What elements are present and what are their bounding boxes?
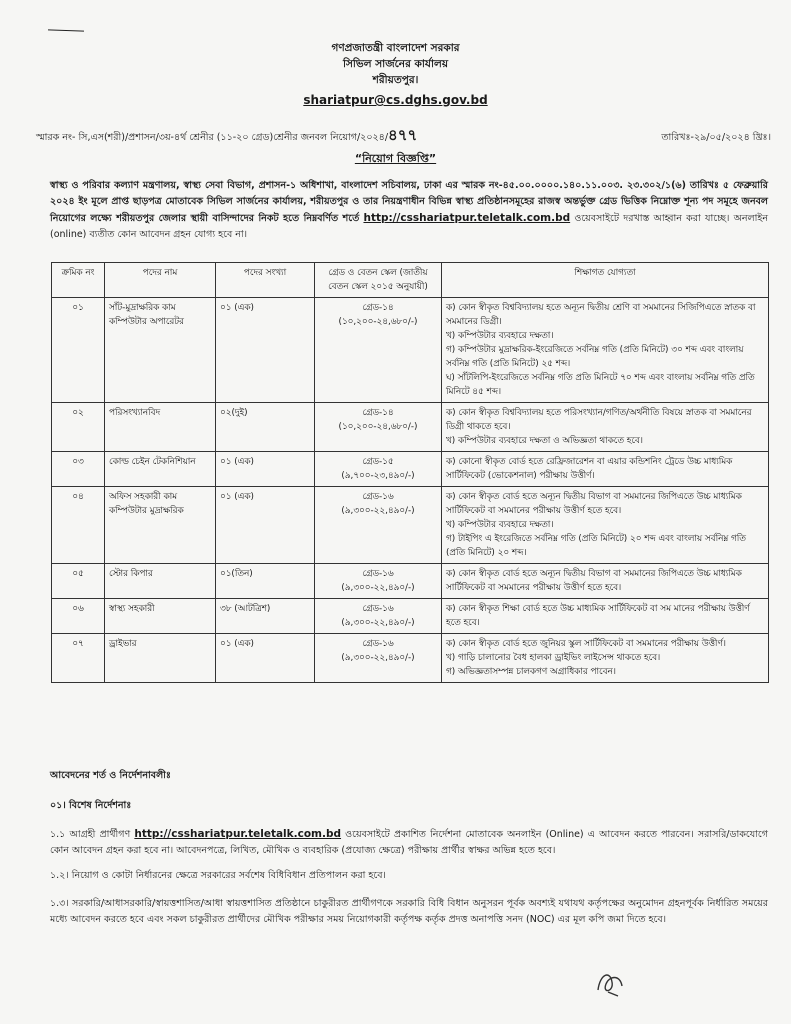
pay-scale: (৯,৩০০-২২,৪৯০/-) xyxy=(341,506,415,516)
row-post-count: ০১ (এক) xyxy=(216,452,315,487)
qualification-item: ক) কোন স্বীকৃত শিক্ষা বোর্ড হতে উচ্চ মাধ্যমিক সার্টিফিকেট বা সম মানের পরীক্ষায় উত্তীর্ণ হতে হবে। xyxy=(446,604,750,628)
row-post-count: ০২(দুই) xyxy=(216,403,315,452)
row-grade xyxy=(315,298,442,403)
table-row xyxy=(52,403,769,452)
row-post-name: স্বাস্থ্য সহকারী xyxy=(105,599,216,634)
row-qualifications xyxy=(442,634,769,683)
row-serial: ০১ xyxy=(52,298,105,403)
row-qualifications xyxy=(442,564,769,599)
condition-1-3: ১.৩। সরকারি/আধাসরকারি/স্বায়ত্তশাসিত/আধা স্বায়ত্তশাসিত প্রতিষ্ঠানে চাকুরীরত প্রার্থীগণকে সরকারি বিধি বিধান অনুসরন পূর্বক অবশ্যই যথাযথ কর্তৃপক্ষের অনুমোদন গ্রহনপূর্বক নির্ধারিত সময়ের মধ্যে আবেদন করতে হবে এবং সকল চাকুরীরত প্রার্থীদের মৌখিক পরীক্ষার সময় নিয়োগকারী কর্তৃপক্ষ কর্তৃক প্রদত্ত অনাপত্তি সনদ (NOC) এর মূল কপি জমা দিতে হবে। xyxy=(50,898,768,925)
letterhead xyxy=(0,40,791,108)
row-serial: ০৩ xyxy=(52,452,105,487)
row-post-name: অফিস সহকারী কাম কম্পিউটার মুদ্রাক্ষরিক xyxy=(105,487,216,564)
memo-reference xyxy=(36,124,417,149)
qualification-item: ক) কোন স্বীকৃত বিশ্ববিদ্যালয় হতে পরিসংখ্যান/গণিত/অর্থনীতি বিষয়ে স্নাতক বা সমমানের ডিগ্রী থাকতে হবে। xyxy=(446,408,752,432)
row-grade xyxy=(315,487,442,564)
row-qualifications xyxy=(442,298,769,403)
grade-label: গ্রেড-১৬ xyxy=(362,604,394,614)
teletalk-link-2[interactable]: http://csshariatpur.teletalk.com.bd xyxy=(134,828,342,840)
reference-line xyxy=(36,124,771,149)
teletalk-link[interactable]: http://csshariatpur.teletalk.com.bd xyxy=(363,212,571,224)
table-row xyxy=(52,564,769,599)
signature-mark xyxy=(590,962,630,1002)
vacancy-table xyxy=(51,262,769,683)
grade-label: গ্রেড-১৫ xyxy=(362,457,394,467)
condition-1-1 xyxy=(50,826,768,859)
row-grade xyxy=(315,634,442,683)
qualification-item: ক) কোন স্বীকৃত বিশ্ববিদ্যালয় হতে অন্যূন দ্বিতীয় শ্রেণি বা সমমানের সিজিপিএতে স্নাতক বা সমমানের ডিগ্রী। xyxy=(446,303,756,327)
row-grade xyxy=(315,452,442,487)
row-post-name: সাঁট-মুদ্রাক্ষরিক কাম কম্পিউটার অপারেটর xyxy=(105,298,216,403)
header-post-count: পদের সংখ্যা xyxy=(216,263,315,298)
condition-1-1-end: ওয়েবসাইটে প্রকাশিত নির্দেশনা মোতাবেক অনলাইন (Online) এ আবেদন করতে পারবেন। সরাসরি/ডাকযোগে কোন আবেদন গ্রহন করা হবে না। আবেদনপত্রে, লিখিত, মৌখিক ও ব্যবহারিক (প্রযোজ্য ক্ষেত্রে) পরীক্ষায় প্রার্থীর স্বাক্ষর অভিন্ন হতে হবে। xyxy=(50,829,768,856)
row-post-name: পরিসংখ্যানবিদ xyxy=(105,403,216,452)
qualification-item: খ) কম্পিউটার ব্যবহারে দক্ষতা। xyxy=(446,520,554,530)
table-row xyxy=(52,599,769,634)
condition-1-1-start: ১.১ আগ্রহী প্রার্থীগণ xyxy=(50,829,135,840)
table-row xyxy=(52,487,769,564)
office-name: সিভিল সার্জনের কার্যালয় xyxy=(342,58,449,70)
govt-name: গণপ্রজাতন্ত্রী বাংলাদেশ সরকার xyxy=(331,42,460,54)
header-qualification: শিক্ষাগত যোগ্যতা xyxy=(442,263,769,298)
conditions-heading: আবেদনের শর্ত ও নির্দেশনাবলীঃ xyxy=(50,770,171,781)
row-post-name: কোল্ড চেইন টেকনিশিয়ান xyxy=(105,452,216,487)
qualification-item: ক) কোন স্বীকৃত বোর্ড হতে অন্যূন দ্বিতীয় বিভাগ বা সমমানের জিপিএতে উচ্চ মাধ্যমিক সার্টিফিকেট বা সমমানের পরীক্ষায় উত্তীর্ণ হতে হবে। xyxy=(446,569,742,593)
pay-scale: (১০,২০০-২৪,৬৮০/-) xyxy=(338,317,418,327)
row-serial: ০৪ xyxy=(52,487,105,564)
qualification-item: গ) কম্পিউটার মুদ্রাক্ষরিক-ইংরেজিতে সর্বনিম্ন গতি (প্রতি মিনিটে) ৩০ শব্দ এবং বাংলায় সর্বনিম্ন গতি (প্রতি মিনিটে) ২৫ শব্দ। xyxy=(446,345,744,369)
pay-scale: (৯,৩০০-২২,৪৯০/-) xyxy=(341,653,415,663)
memo-date: তারিখঃ-২৯/০৫/২০২৪ খ্রিঃ। xyxy=(661,132,771,143)
row-qualifications xyxy=(442,599,769,634)
pen-mark xyxy=(48,29,84,31)
row-post-name: ড্রাইভার xyxy=(105,634,216,683)
special-instructions-heading: ০১। বিশেষ নির্দেশনাঃ xyxy=(50,800,132,811)
table-row xyxy=(52,298,769,403)
condition-1-2: ১.২। নিয়োগ ও কোটা নির্ধারনের ক্ষেত্রে সরকারের সর্বশেষ বিধিবিধান প্রতিপালন করা হবে। xyxy=(50,870,386,881)
grade-label: গ্রেড-১৬ xyxy=(362,492,394,502)
row-grade xyxy=(315,403,442,452)
table-row xyxy=(52,634,769,683)
row-serial: ০২ xyxy=(52,403,105,452)
table-row xyxy=(52,452,769,487)
memo-number: ৪৭৭ xyxy=(388,126,418,144)
qualification-item: ক) কোন স্বীকৃত বোর্ড হতে অন্যূন দ্বিতীয় বিভাগ বা সমমানের জিপিএতে উচ্চ মাধ্যমিক সার্টিফিকেট বা সমমানের পরীক্ষায় উত্তীর্ণ হতে হবে। xyxy=(446,492,742,516)
qualification-item: গ) টাইপিং এ ইংরেজিতে সর্বনিম্ন গতি (প্রতি মিনিটে) ২০ শব্দ এবং বাংলায় সর্বনিম্ন গতি (প্রতি মিনিটে) ২০ শব্দ। xyxy=(446,534,746,558)
row-post-count: ০১ (এক) xyxy=(216,634,315,683)
grade-label: গ্রেড-১৪ xyxy=(362,303,394,313)
row-serial: ০৫ xyxy=(52,564,105,599)
intro-text-end: ওয়েবসাইটে দরখাস্ত আহ্বান করা যাচ্ছে। অনলাইন (online) ব্যতীত কোন আবেদন গ্রহন যোগ্য হবে না। xyxy=(50,213,768,240)
pay-scale: (৯,৩০০-২২,৪৯০/-) xyxy=(341,618,415,628)
row-serial: ০৬ xyxy=(52,599,105,634)
qualification-item: ঘ) সাঁটলিপি-ইংরেজিতে সর্বনিম্ন গতি প্রতি মিনিটে ৭০ শব্দ এবং বাংলায় সর্বনিম্ন গতি প্রতি মিনিটে ৪৫ শব্দ। xyxy=(446,373,755,397)
grade-label: গ্রেড-১৪ xyxy=(362,408,394,418)
qualification-item: খ) গাড়ি চালানোর বৈধ হালকা ড্রাইভিং লাইসেন্স থাকতে হবে। xyxy=(446,653,661,663)
qualification-item: খ) কম্পিউটার ব্যবহারে দক্ষতা। xyxy=(446,331,554,341)
row-serial: ০৭ xyxy=(52,634,105,683)
office-location: শরীয়তপুর। xyxy=(372,74,419,86)
table-header-row xyxy=(52,263,769,298)
row-qualifications xyxy=(442,403,769,452)
qualification-item: গ) অভিজ্ঞতাসম্পন্ন চালকগণ অগ্রাধিকার পাবেন। xyxy=(446,667,616,677)
pay-scale: (১০,২০০-২৪,৬৮০/-) xyxy=(338,422,418,432)
row-post-count: ০১ (এক) xyxy=(216,298,315,403)
memo-text: স্মারক নং- সি,এস(শরী)/প্রশাসন/৩য়-৪র্থ শ্রেনীর (১১-২০ গ্রেড)শ্রেনীর জনবল নিয়োগ/২০২৪/ xyxy=(36,132,389,143)
row-post-count: ০১ (এক) xyxy=(216,487,315,564)
row-qualifications xyxy=(442,487,769,564)
qualification-item: ক) কোনো স্বীকৃত বোর্ড হতে রেফ্রিজারেশন বা এয়ার কন্ডিশনিং ট্রেডে উচ্চ মাধ্যমিক সার্টিফিকেট (ভোকেশনাল) পরীক্ষায় উত্তীর্ণ। xyxy=(446,457,733,481)
header-post-name: পদের নাম xyxy=(105,263,216,298)
intro-paragraph xyxy=(50,178,768,243)
pay-scale: (৯,৭০০-২৩,৪৯০/-) xyxy=(341,471,415,481)
notice-title: “নিয়োগ বিজ্ঞপ্তি” xyxy=(354,152,437,165)
grade-label: গ্রেড-১৬ xyxy=(362,639,394,649)
intro-text: স্বাস্থ্য ও পরিবার কল্যাণ মন্ত্রণালয়, স্বাস্থ্য সেবা বিভাগ, প্রশাসন-১ অধিশাখা, বাংলাদেশ সচিবালয়, ঢাকা এর স্মারক নং-৪৫.০০.০০০০.১৪০.১১.০০৩. ২৩.৩০২/১(৬) তারিখঃ ৫ ফেব্রুয়ারি ২০২৪ ইং মূলে প্রাপ্ত ছাড়পত্র মোতাবেক সিভিল সার্জনের কার্যালয়, শরীয়তপুর ও তার নিয়ন্ত্রণাধীন বিভিন্ন স্বাস্থ্য প্রতিষ্ঠানসমূহের রাজস্ব অন্তর্ভুক্ত গ্রেড ভিত্তিক নিম্নোক্ত শূন্য পদ সমূহে জনবল নিয়োগের লক্ষ্যে শরীয়তপুর জেলার স্থায়ী বাসিন্দাদের নিকট হতে নিম্নবর্ণিত শর্তে xyxy=(50,180,768,224)
row-post-count: ০১(তিন) xyxy=(216,564,315,599)
row-qualifications xyxy=(442,452,769,487)
header-grade: গ্রেড ও বেতন স্কেল (জাতীয় বেতন স্কেল ২০১৫ অনুযায়ী) xyxy=(315,263,442,298)
header-serial: ক্রমিক নং xyxy=(52,263,105,298)
pay-scale: (৯,৩০০-২২,৪৯০/-) xyxy=(341,583,415,593)
row-post-count: ৩৮ (আটত্রিশ) xyxy=(216,599,315,634)
grade-label: গ্রেড-১৬ xyxy=(362,569,394,579)
qualification-item: খ) কম্পিউটার ব্যবহারে দক্ষতা ও অভিজ্ঞতা থাকতে হবে। xyxy=(446,436,643,446)
office-email[interactable]: shariatpur@cs.dghs.gov.bd xyxy=(303,93,488,107)
row-post-name: স্টোর কিপার xyxy=(105,564,216,599)
row-grade xyxy=(315,564,442,599)
qualification-item: ক) কোন স্বীকৃত বোর্ড হতে জুনিয়র স্কুল সার্টিফিকেট বা সমমানের পরীক্ষায় উত্তীর্ণ। xyxy=(446,639,726,649)
row-grade xyxy=(315,599,442,634)
